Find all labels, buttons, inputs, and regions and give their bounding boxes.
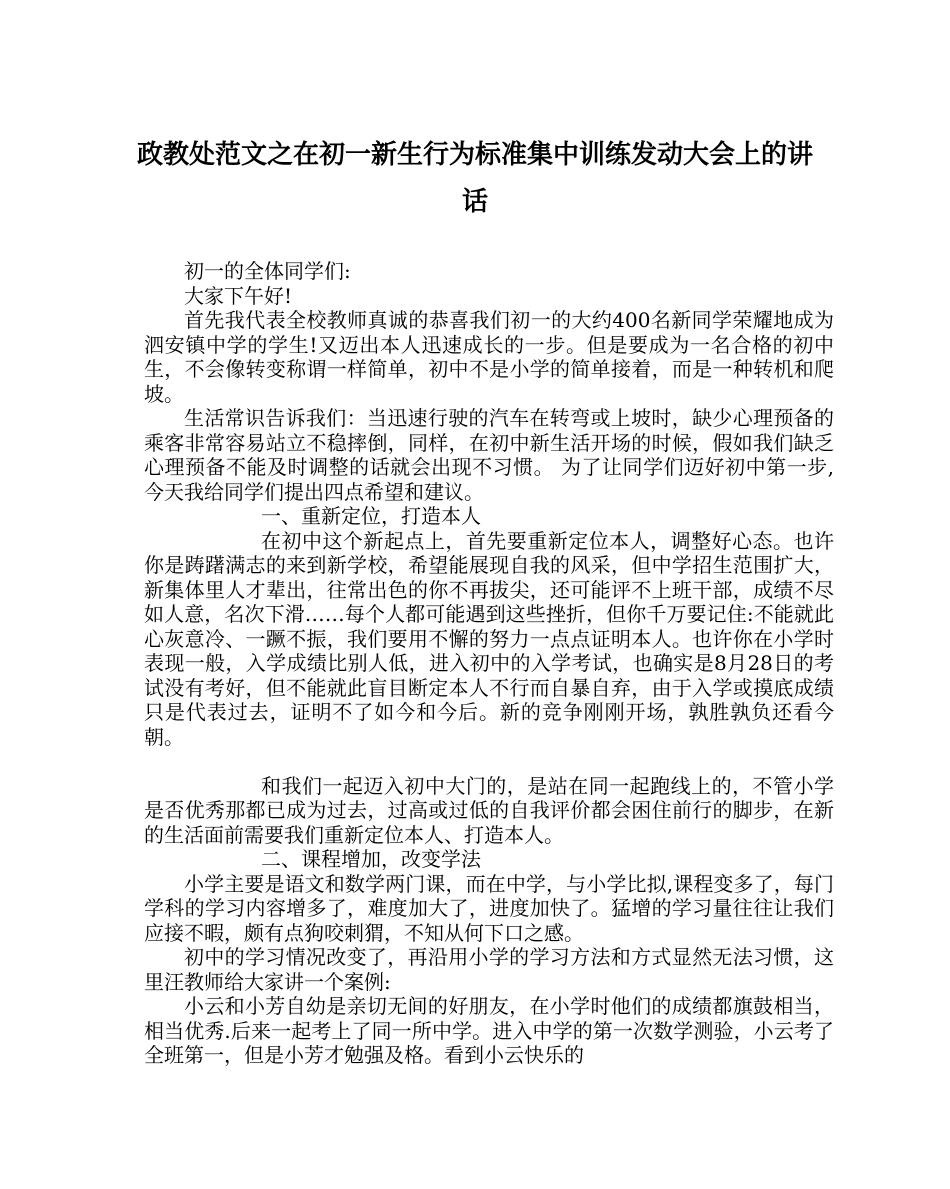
paragraph-congratulations: 首先我代表全校教师真诚的恭喜我们初一的大约400名新同学荣耀地成为泗安镇中学的学生!又迈出本人迅速成长的一步。但是要成为一名合格的初中生，不会像转变称谓一样简单，初中不是小学的简单接着，而是一种转机和爬坡。 xyxy=(144,308,834,406)
document-title: 政教处范文之在初一新生行为标准集中训练发动大会上的讲话 xyxy=(136,140,813,217)
paragraph-common-sense: 生活常识告诉我们：当迅速行驶的汽车在转弯或上坡时，缺少心理预备的乘客非常容易站立不稳摔倒，同样，在初中新生活开场的时候，假如我们缺乏心理预备不能及时调整的话就会出现不习惯。 为了让同学们迈好初中第一步,今天我给同学们提出四点希望和建议。 xyxy=(144,406,834,504)
paragraph-reposition: 在初中这个新起点上，首先要重新定位本人，调整好心态。也许你是踌躇满志的来到新学校，希望能展现自我的风采，但中学招生范围扩大，新集体里人才辈出，往常出色的你不再拔尖，还可能评不上班干部，成绩不尽如人意，名次下滑……每个人都可能遇到这些挫折，但你千万要记住:不能就此心灰意冷、一蹶不振，我们要用不懈的努力一点点证明本人。也许你在小学时表现一般，入学成绩比别人低，进入初中的入学考试，也确实是8月28日的考试没有考好，但不能就此盲目断定本人不行而自暴自弃，由于入学或摸底成绩只是代表过去，证明不了如今和今后。新的竞争刚刚开场，孰胜孰负还看今朝。 xyxy=(144,528,834,749)
paragraph-greeting: 大家下午好! xyxy=(184,283,293,308)
section-heading-1: 一、重新定位，打造本人 xyxy=(261,504,481,528)
paragraph-salutation: 初一的全体同学们: xyxy=(184,259,351,283)
section-heading-2: 二、课程增加，改变学法 xyxy=(261,847,481,871)
paragraph-study-change: 初中的学习情况改变了，再沿用小学的学习方法和方式显然无法习惯，这里汪教师给大家讲一个案例: xyxy=(144,945,834,994)
document-body xyxy=(144,259,834,1068)
paragraph-courses: 小学主要是语文和数学两门课，而在中学，与小学比拟,课程变多了，每门学科的学习内容增多了，难度加大了，进度加快了。猛增的学习量往往让我们应接不暇，颇有点狗咬刺猬，不知从何下口之感。 xyxy=(144,871,834,945)
paragraph-case-story: 小云和小芳自幼是亲切无间的好朋友，在小学时他们的成绩都旗鼓相当，相当优秀.后来一起考上了同一所中学。进入中学的第一次数学测验，小云考了全班第一，但是小芳才勉强及格。看到小云快乐的 xyxy=(144,994,834,1067)
blank-line xyxy=(144,749,834,774)
paragraph-same-start: 和我们一起迈入初中大门的，是站在同一起跑线上的，不管小学是否优秀那都已成为过去，过高或过低的自我评价都会困住前行的脚步，在新的生活面前需要我们重新定位本人、打造本人。 xyxy=(144,773,834,847)
